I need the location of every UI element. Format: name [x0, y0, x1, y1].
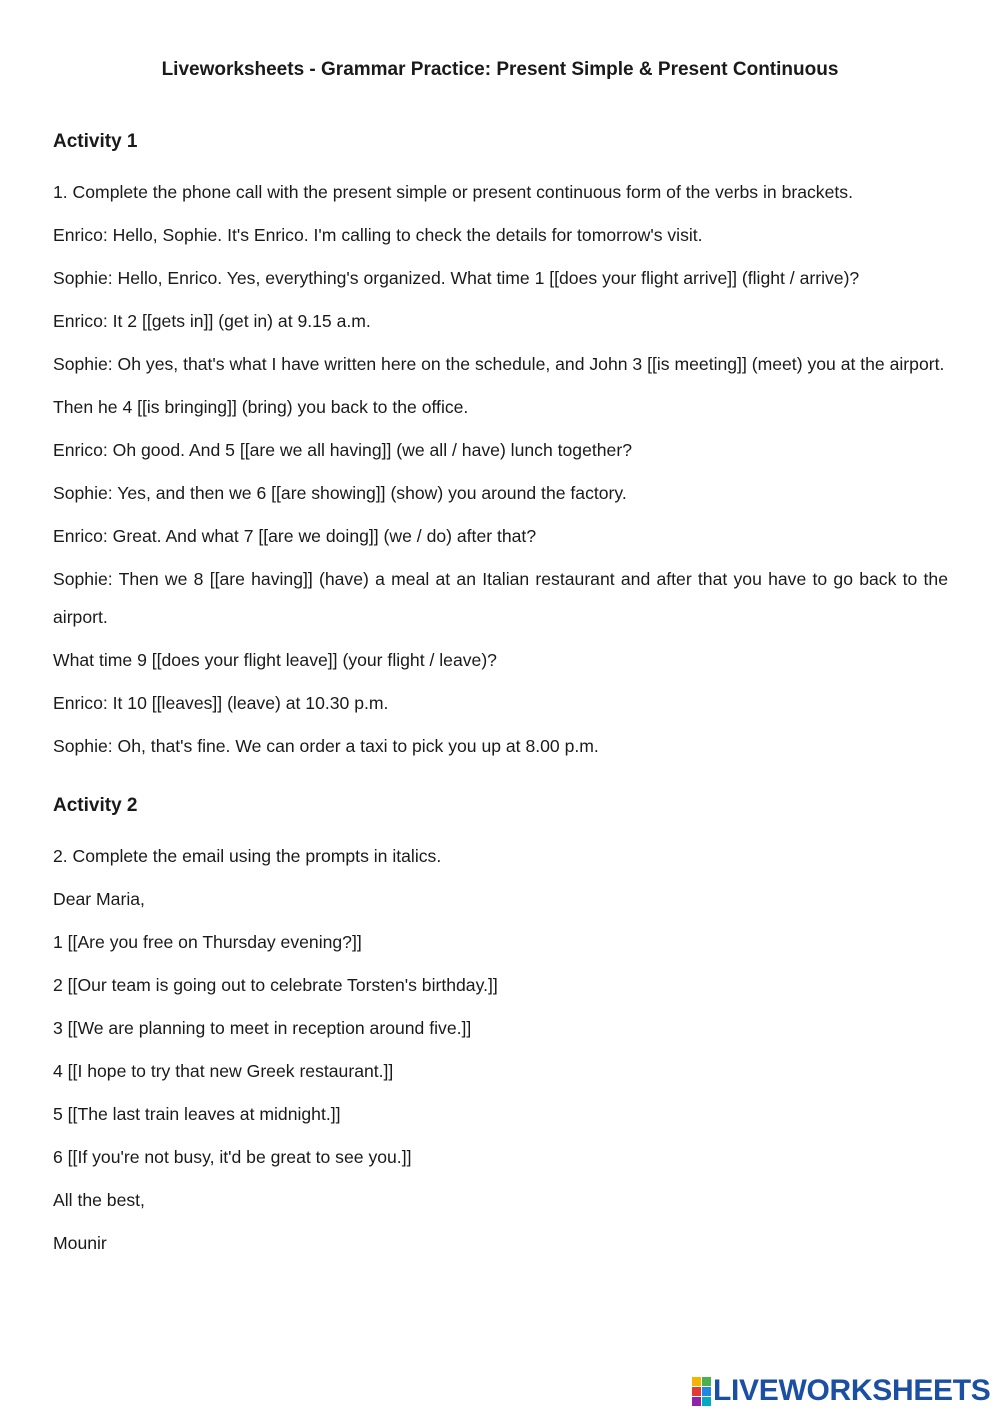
logo-mark-cell — [692, 1377, 701, 1386]
email-greeting: Dear Maria, — [53, 889, 145, 909]
dialogue-line: Sophie: Oh yes, that's what I have written here on the schedule, and John 3 [[is meeting]] (meet) you at the airport. — [53, 354, 945, 374]
activity-2-instruction: 2. Complete the email using the prompts in italics. — [53, 846, 442, 866]
dialogue-line: Sophie: Oh, that's fine. We can order a taxi to pick you up at 8.00 p.m. — [53, 736, 599, 756]
email-line: 5 [[The last train leaves at midnight.]] — [53, 1104, 341, 1124]
dialogue-line: Sophie: Yes, and then we 6 [[are showing]] (show) you around the factory. — [53, 483, 627, 503]
activity-1-section — [53, 128, 948, 765]
dialogue-line: Enrico: It 10 [[leaves]] (leave) at 10.30 p.m. — [53, 693, 389, 713]
activity-1-instruction: 1. Complete the phone call with the present simple or present continuous form of the verbs in brackets. — [53, 182, 853, 202]
liveworksheets-logo — [692, 1375, 991, 1407]
liveworksheets-logo-icon — [692, 1377, 711, 1406]
activity-2-section — [53, 792, 948, 1262]
dialogue-line: Enrico: Oh good. And 5 [[are we all having]] (we all / have) lunch together? — [53, 440, 632, 460]
logo-mark-cell — [692, 1387, 701, 1396]
email-signature: Mounir — [53, 1233, 107, 1253]
logo-mark-cell — [692, 1397, 701, 1406]
page-title: Liveworksheets - Grammar Practice: Present Simple & Present Continuous — [161, 59, 839, 80]
logo-mark-cell — [702, 1387, 711, 1396]
email-line: 3 [[We are planning to meet in reception around five.]] — [53, 1018, 472, 1038]
dialogue-line: Enrico: It 2 [[gets in]] (get in) at 9.15 a.m. — [53, 311, 371, 331]
dialogue-line: What time 9 [[does your flight leave]] (your flight / leave)? — [53, 650, 497, 670]
email-signoff: All the best, — [53, 1190, 145, 1210]
dialogue-line: Then he 4 [[is bringing]] (bring) you back to the office. — [53, 397, 469, 417]
email-line: 1 [[Are you free on Thursday evening?]] — [53, 932, 362, 952]
email-line: 4 [[I hope to try that new Greek restaurant.]] — [53, 1061, 394, 1081]
dialogue-line: Enrico: Hello, Sophie. It's Enrico. I'm calling to check the details for tomorrow's visit. — [53, 225, 703, 245]
email-line: 6 [[If you're not busy, it'd be great to see you.]] — [53, 1147, 412, 1167]
activity-2-heading: Activity 2 — [53, 795, 138, 816]
email-line: 2 [[Our team is going out to celebrate Torsten's birthday.]] — [53, 975, 498, 995]
activity-1-heading: Activity 1 — [53, 131, 138, 152]
dialogue-line: Sophie: Hello, Enrico. Yes, everything's organized. What time 1 [[does your flight arrive]] (flight / arrive)? — [53, 268, 860, 288]
dialogue-line: Enrico: Great. And what 7 [[are we doing]] (we / do) after that? — [53, 526, 537, 546]
logo-mark-cell — [702, 1397, 711, 1406]
logo-mark-cell — [702, 1377, 711, 1386]
worksheet-content — [53, 128, 948, 1267]
liveworksheets-logo-text: LIVEWORKSHEETS — [713, 1374, 991, 1407]
dialogue-line: Sophie: Then we 8 [[are having]] (have) a meal at an Italian restaurant and after that you have to go back to the airport. — [53, 569, 948, 627]
